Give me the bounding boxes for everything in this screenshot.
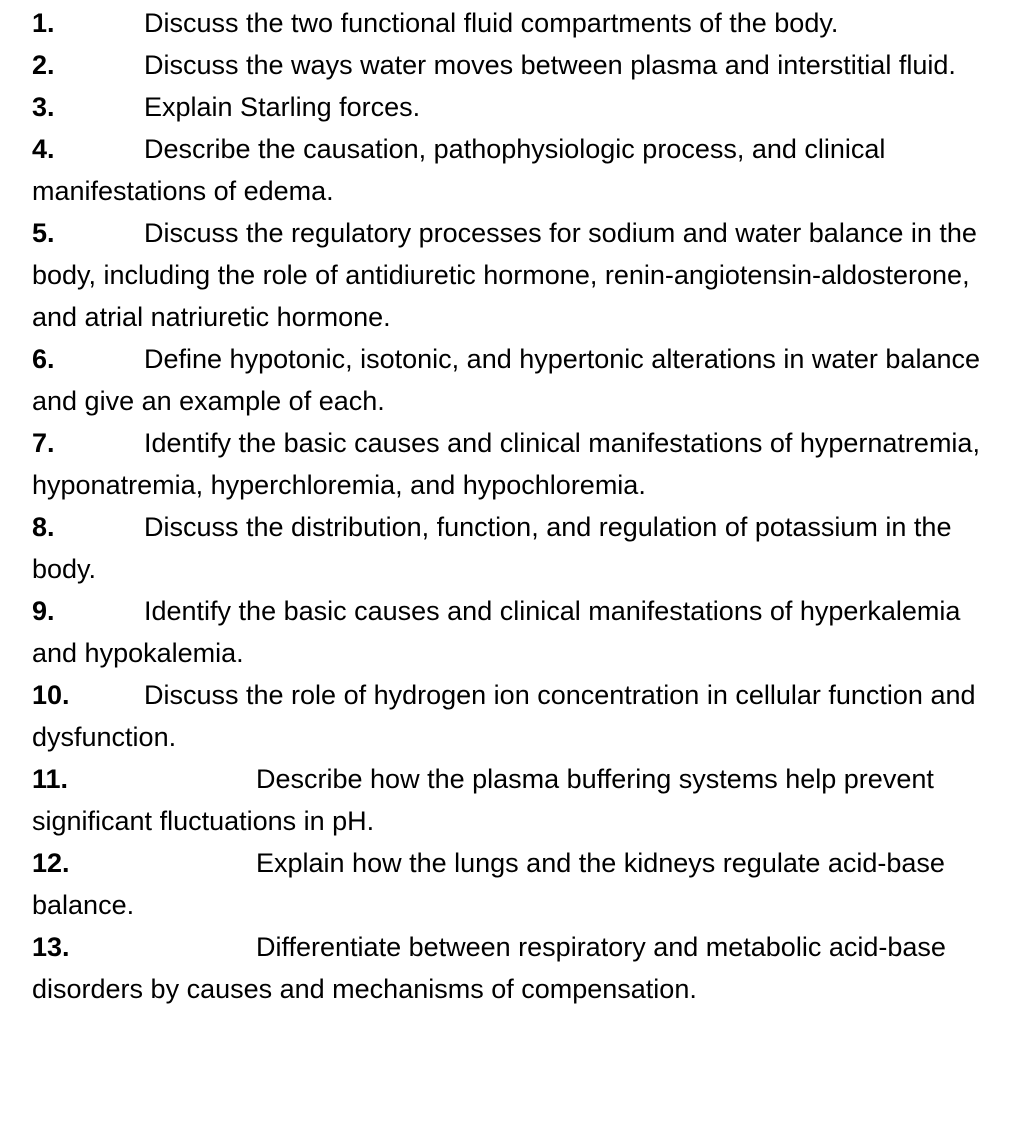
list-item [32,926,992,1010]
item-text: Discuss the ways water moves between plasma and interstitial fluid. [144,50,956,80]
item-text: Discuss the role of hydrogen ion concentration in cellular function and dysfunction. [32,680,976,752]
item-text: Differentiate between respiratory and metabolic acid-base disorders by causes and mechanisms of compensation. [32,932,946,1004]
item-number: 13. [32,932,70,962]
item-number: 1. [32,8,55,38]
item-number: 12. [32,848,70,878]
item-text: Discuss the regulatory processes for sodium and water balance in the body, including the role of antidiuretic hormone, renin-angiotensin-aldosterone, and atrial natriuretic hormone. [32,218,977,332]
item-text: Describe the causation, pathophysiologic process, and clinical manifestations of edema. [32,134,886,206]
item-text: Discuss the distribution, function, and regulation of potassium in the body. [32,512,952,584]
item-text: Identify the basic causes and clinical manifestations of hyperkalemia and hypokalemia. [32,596,961,668]
item-text: Identify the basic causes and clinical manifestations of hypernatremia, hyponatremia, hyperchloremia, and hypochloremia. [32,428,980,500]
list-item [32,506,992,590]
item-number: 5. [32,218,55,248]
item-number: 7. [32,428,55,458]
item-text: Define hypotonic, isotonic, and hypertonic alterations in water balance and give an example of each. [32,344,980,416]
list-item [32,128,992,212]
item-number: 6. [32,344,55,374]
item-number: 2. [32,50,55,80]
item-number: 4. [32,134,55,164]
list-item [32,590,992,674]
list-item [32,212,992,338]
item-number: 10. [32,680,70,710]
list-item [32,44,992,86]
list-item [32,338,992,422]
list-item [32,422,992,506]
item-text: Discuss the two functional fluid compartments of the body. [144,8,839,38]
item-number: 11. [32,764,69,794]
list-item [32,2,992,44]
item-text: Explain Starling forces. [144,92,421,122]
item-number: 9. [32,596,55,626]
item-number: 3. [32,92,55,122]
item-number: 8. [32,512,55,542]
objectives-list [32,2,992,1010]
list-item [32,86,992,128]
list-item [32,842,992,926]
list-item [32,674,992,758]
item-text: Explain how the lungs and the kidneys regulate acid-base balance. [32,848,945,920]
list-item [32,758,992,842]
item-text: Describe how the plasma buffering systems help prevent significant fluctuations in pH. [32,764,934,836]
